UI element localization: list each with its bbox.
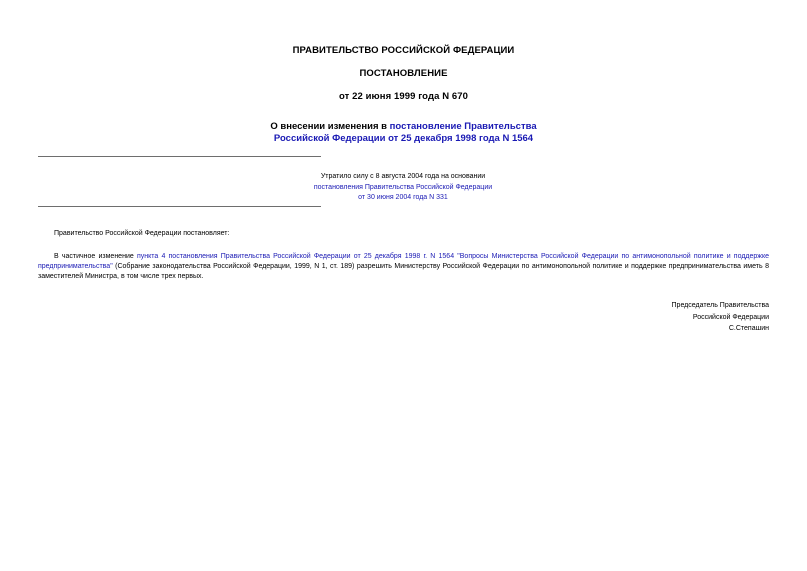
paragraph-preamble: Правительство Российской Федерации постановляет: [54,230,230,237]
note-line1: Утратило силу с 8 августа 2004 года на основании [320,173,486,180]
p2-prefix: В частичное изменение [54,253,137,260]
doc-type-heading: ПОСТАНОВЛЕНИЕ [359,68,448,79]
signature-block [672,300,769,335]
note-link-line2[interactable]: постановления Правительства Российской Федерации [313,183,493,191]
signature-line2: Российской Федерации [692,313,769,321]
date-number-heading: от 22 июня 1999 года N 670 [338,91,469,102]
divider-top [38,156,321,157]
divider-bottom [38,206,321,207]
note-link-line3[interactable]: от 30 июня 2004 года N 331 [358,194,448,201]
p2-link[interactable]: пункта 4 постановления Правительства Российской Федерации от 25 декабря 1998 г. N 1564 "Вопросы Министерства Российской Федерации по антимонопольной политике и поддержке предпринимательства" [38,253,769,270]
repeal-note [250,172,556,204]
signature-line3: С.Степашин [728,325,769,332]
title-link-line2[interactable]: Российской Федерации от 25 декабря 1998 года N 1564 [273,133,534,144]
title-prefix: О внесении изменения в [270,121,390,132]
signature-line1: Председатель Правительства [671,302,769,309]
org-heading: ПРАВИТЕЛЬСТВО РОССИЙСКОЙ ФЕДЕРАЦИИ [292,45,515,56]
paragraph-main [38,252,769,282]
title-link-line1[interactable]: постановление Правительства [389,121,537,132]
document-title [0,121,807,145]
p2-suffix: (Собрание законодательства Российской Федерации, 1999, N 1, ст. 189) разрешить Министерству Российской Федерации по антимонопольной политике и поддержке предпринимательства иметь 8 заместителей Министра, в том числе трех первых. [38,263,769,280]
